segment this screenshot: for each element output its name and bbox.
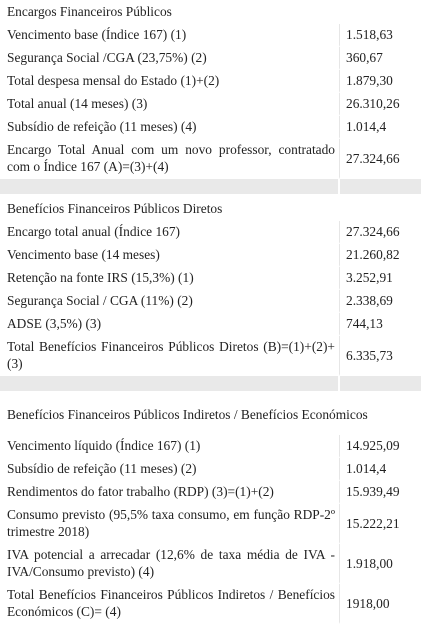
row-value: 1.918,00 bbox=[340, 544, 421, 584]
divider-cell bbox=[0, 376, 340, 394]
table-row-total bbox=[0, 336, 421, 376]
table-row bbox=[0, 481, 421, 504]
row-label: Segurança Social / CGA (11%) (2) bbox=[0, 290, 340, 313]
section-title: Benefícios Financeiros Públicos Indiretos / Benefícios Económicos bbox=[0, 394, 421, 435]
table-row bbox=[0, 458, 421, 481]
row-label: Vencimento líquido (Índice 167) (1) bbox=[0, 435, 340, 458]
section-header-diretos bbox=[0, 197, 421, 221]
row-label: Subsídio de refeição (11 meses) (4) bbox=[0, 116, 340, 139]
divider-cell bbox=[340, 179, 421, 197]
divider-cell bbox=[340, 376, 421, 394]
table-row bbox=[0, 504, 421, 544]
table-row bbox=[0, 24, 421, 47]
table-row bbox=[0, 267, 421, 290]
row-label: Subsídio de refeição (11 meses) (2) bbox=[0, 458, 340, 481]
row-value: 15.939,49 bbox=[340, 481, 421, 504]
table-row bbox=[0, 313, 421, 336]
table-row bbox=[0, 290, 421, 313]
row-label: Rendimentos do fator trabalho (RDP) (3)=(1)+(2) bbox=[0, 481, 340, 504]
row-label: Vencimento base (14 meses) bbox=[0, 244, 340, 267]
divider-cell bbox=[0, 179, 340, 197]
table-row bbox=[0, 116, 421, 139]
table-row bbox=[0, 70, 421, 93]
table-row bbox=[0, 544, 421, 584]
row-value: 26.310,26 bbox=[340, 93, 421, 116]
row-value: 15.222,21 bbox=[340, 504, 421, 544]
row-label: Total Benefícios Financeiros Públicos Diretos (B)=(1)+(2)+(3) bbox=[0, 336, 340, 376]
row-label: Total anual (14 meses) (3) bbox=[0, 93, 340, 116]
row-value: 27.324,66 bbox=[340, 139, 421, 179]
table-row bbox=[0, 47, 421, 70]
row-value: 744,13 bbox=[340, 313, 421, 336]
row-value: 1.518,63 bbox=[340, 24, 421, 47]
table-row-total bbox=[0, 584, 421, 624]
table-row bbox=[0, 244, 421, 267]
section-header-indiretos bbox=[0, 394, 421, 435]
row-label: Consumo previsto (95,5% taxa consumo, em função RDP-2º trimestre 2018) bbox=[0, 504, 340, 544]
row-value: 6.335,73 bbox=[340, 336, 421, 376]
row-value: 1.014,4 bbox=[340, 458, 421, 481]
section-divider bbox=[0, 179, 421, 197]
row-label: Encargo Total Anual com um novo professor, contratado com o Índice 167 (A)=(3)+(4) bbox=[0, 139, 340, 179]
table-row bbox=[0, 93, 421, 116]
row-label: Total despesa mensal do Estado (1)+(2) bbox=[0, 70, 340, 93]
row-label: Encargo total anual (Índice 167) bbox=[0, 221, 340, 244]
row-value: 27.324,66 bbox=[340, 221, 421, 244]
section-title: Encargos Financeiros Públicos bbox=[0, 0, 421, 24]
table-row bbox=[0, 221, 421, 244]
row-value: 360,67 bbox=[340, 47, 421, 70]
row-value: 21.260,82 bbox=[340, 244, 421, 267]
row-label: Vencimento base (Índice 167) (1) bbox=[0, 24, 340, 47]
row-label: Segurança Social /CGA (23,75%) (2) bbox=[0, 47, 340, 70]
row-label: Retenção na fonte IRS (15,3%) (1) bbox=[0, 267, 340, 290]
row-value: 1.879,30 bbox=[340, 70, 421, 93]
section-title: Benefícios Financeiros Públicos Diretos bbox=[0, 197, 421, 221]
section-header-encargos bbox=[0, 0, 421, 24]
row-value: 3.252,91 bbox=[340, 267, 421, 290]
row-value: 1918,00 bbox=[340, 584, 421, 624]
table-row-total bbox=[0, 139, 421, 179]
table-row bbox=[0, 435, 421, 458]
row-value: 2.338,69 bbox=[340, 290, 421, 313]
row-label: ADSE (3,5%) (3) bbox=[0, 313, 340, 336]
row-label: IVA potencial a arrecadar (12,6% de taxa média de IVA - IVA/Consumo previsto) (4) bbox=[0, 544, 340, 584]
row-label: Total Benefícios Financeiros Públicos Indiretos / Benefícios Económicos (C)= (4) bbox=[0, 584, 340, 624]
row-value: 14.925,09 bbox=[340, 435, 421, 458]
row-value: 1.014,4 bbox=[340, 116, 421, 139]
section-divider bbox=[0, 376, 421, 394]
